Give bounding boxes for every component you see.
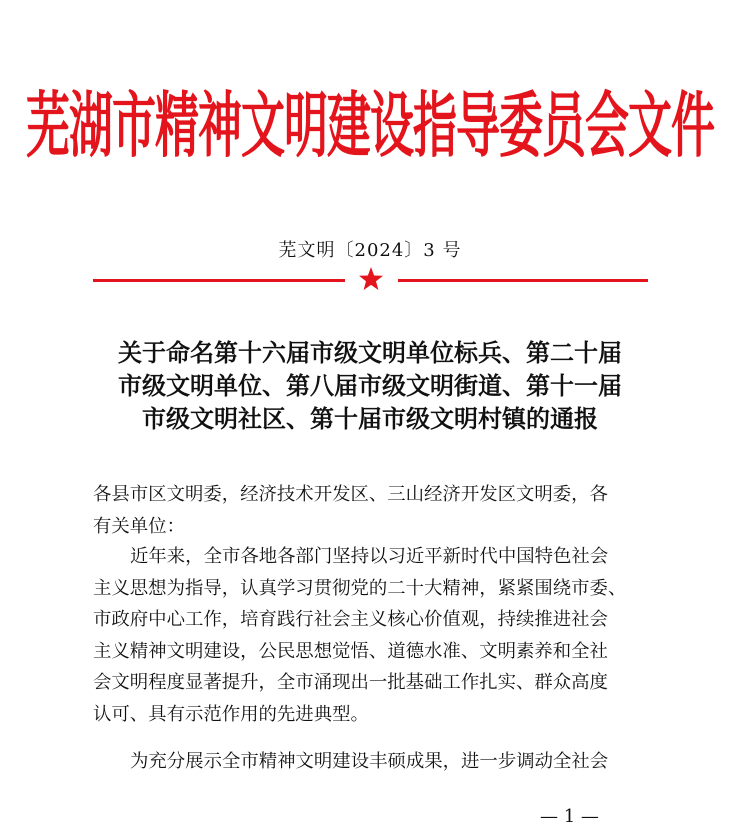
title-line: 市级文明社区、第十届市级文明村镇的通报: [142, 405, 598, 433]
document-number: 芜文明〔2024〕3 号: [278, 240, 462, 261]
notice-title: [60, 337, 680, 436]
masthead-title: 芜湖市精神文明建设指导委员会文件: [26, 84, 714, 168]
salutation-line: 各县市区文明委，经济技术开发区、三山经济开发区文明委，各: [93, 484, 608, 505]
paragraph-2: [93, 746, 653, 778]
paragraph-line: 会文明程度显著提升，全市涌现出一批基础工作扎实、群众高度: [93, 672, 608, 693]
salutation: [93, 479, 653, 542]
paragraph-line: 认可、具有示范作用的先进典型。: [93, 703, 369, 725]
star-icon: [358, 266, 384, 292]
page-number: — 1 —: [540, 806, 599, 827]
document-masthead: [26, 64, 714, 174]
paragraph-line: 为充分展示全市精神文明建设丰硕成果，进一步调动全社会: [130, 751, 609, 772]
red-divider-left: [93, 279, 345, 282]
paragraph-line: 市政府中心工作，培育践行社会主义核心价值观，持续推进社会: [93, 609, 608, 630]
paragraph-1: [93, 541, 653, 730]
paragraph-line: 主义思想为指导，认真学习贯彻党的二十大精神，紧紧围绕市委、: [93, 577, 627, 599]
paragraph-line: 近年来，全市各地各部门坚持以习近平新时代中国特色社会: [130, 546, 609, 567]
paragraph-line: 主义精神文明建设，公民思想觉悟、道德水准、文明素养和全社: [93, 640, 608, 662]
title-line: 市级文明单位、第八届市级文明街道、第十一届: [118, 372, 622, 400]
title-line: 关于命名第十六届市级文明单位标兵、第二十届: [118, 339, 622, 367]
red-divider-right: [398, 279, 648, 282]
salutation-line: 有关单位：: [93, 515, 185, 537]
